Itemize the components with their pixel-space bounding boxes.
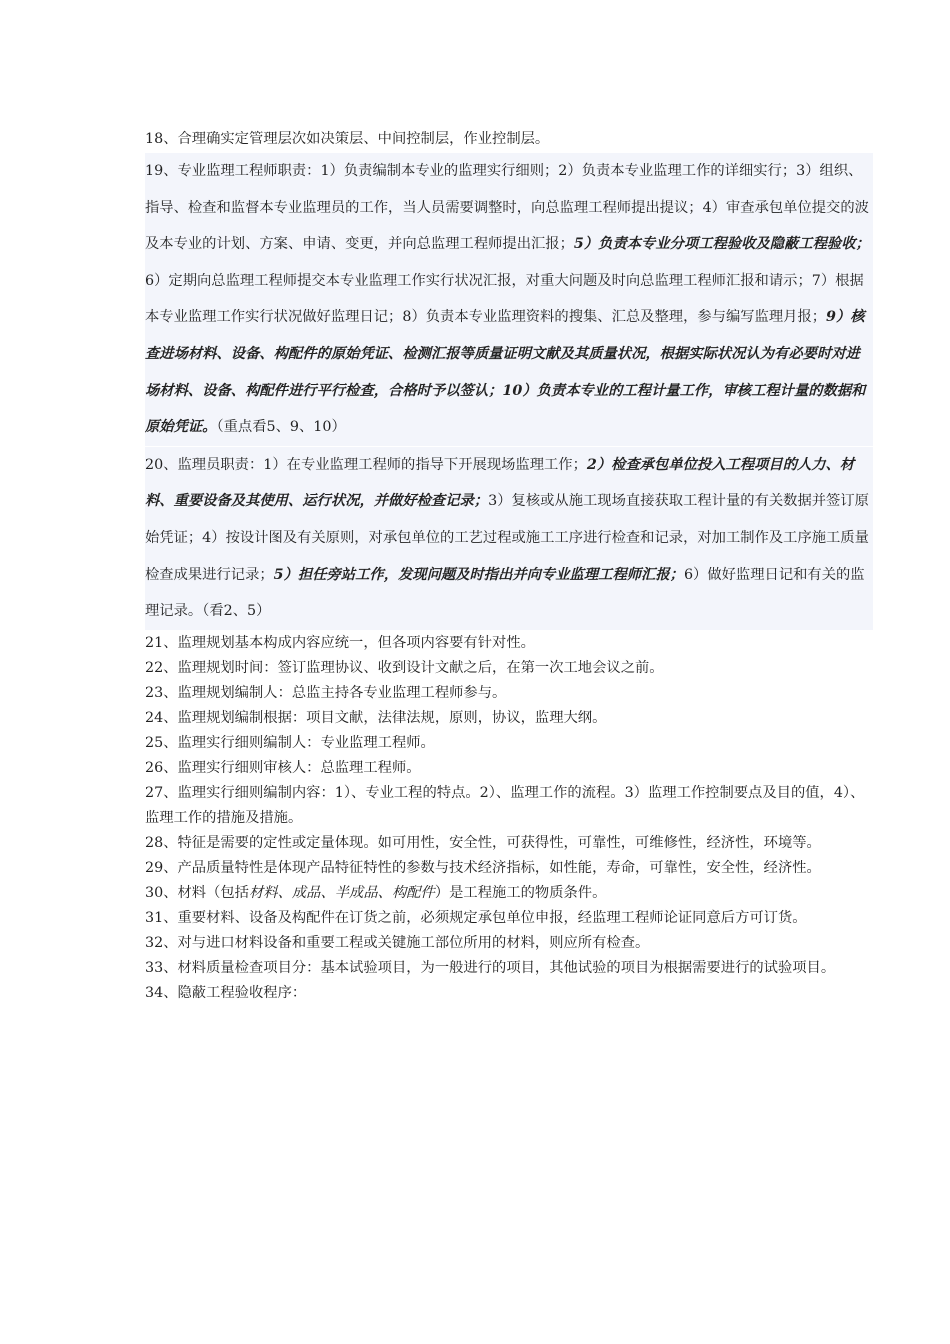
item-24: 24、监理规划编制根据：项目文献，法律法规，原则，协议，监理大纲。	[145, 709, 607, 726]
item-33: 33、材料质量检查项目分：基本试验项目，为一般进行的项目，其他试验的项目为根据需要进行的试验项目。	[145, 959, 836, 976]
item-19-text-c: 6）定期向总监理工程师提交本专业监理工作实行状况汇报，对重大问题及时向总监理工程师汇报和请示；7）根据本专业监理工作实行状况做好监理日记；8）负责本专业监理资料的搜集、汇总及整理，参与编写监理月报；	[145, 272, 864, 326]
item-28: 28、特征是需要的定性或定量体现。如可用性，安全性，可获得性，可靠性，可维修性，经济性，环境等。	[145, 834, 821, 851]
item-32: 32、对与进口材料设备和重要工程或关键施工部位所用的材料，则应所有检查。	[145, 934, 650, 951]
item-23: 23、监理规划编制人：总监主持各专业监理工程师参与。	[145, 684, 507, 701]
item-20-text-c: 3）复核或从施工现场直接获取工程计量的有关数据并签订原始凭证；4）按设计图及有关原则，对承包单位的工艺过程或施工工序进行检查和记录，对加工制作及工序施工质量检查成果进行记录；	[145, 493, 869, 583]
item-29: 29、产品质量特性是体现产品特征特性的参数与技术经济指标，如性能，寿命，可靠性，安全性，经济性。	[145, 859, 821, 876]
item-25: 25、监理实行细则编制人：专业监理工程师。	[145, 734, 435, 751]
item-26: 26、监理实行细则审核人：总监理工程师。	[145, 759, 421, 776]
item-27: 27、监理实行细则编制内容：1）、专业工程的特点。2）、监理工作的流程。3）监理工作控制要点及目的值，4）、监理工作的措施及措施。	[145, 784, 865, 826]
item-20-text-a: 20、监理员职责：1）在专业监理工程师的指导下开展现场监理工作；	[145, 456, 587, 473]
item-21: 21、监理规划基本构成内容应统一，但各项内容要有针对性。	[145, 634, 535, 651]
item-19-text-a: 19、专业监理工程师职责：1）负责编制本专业的监理实行细则；2）负责本专业监理工作的详细实行；3）组织、指导、检查和监督本专业监理员的工作，当人员需要调整时，向总监理工程师提出提议；4）审查承包单位提交的波及本专业的计划、方案、申请、变更，并向总监理工程师提出汇报；	[145, 163, 869, 253]
item-20-emphasis-5: 5）担任旁站工作，发现问题及时指出并向专业监理工程师汇报；	[273, 566, 684, 583]
item-19-note: （重点看5、9、10）	[216, 419, 346, 436]
item-30	[145, 881, 873, 906]
item-19	[145, 153, 873, 446]
item-19-emphasis-9-10: 9）核查进场材料、设备、构配件的原始凭证、检测汇报等质量证明文献及其质量状况，根据实际状况认为有必要时对进场材料、设备、构配件进行平行检查，合格时予以签认；10）负责本专业的工程计量工作，审核工程计量的数据和原始凭证。	[145, 309, 866, 436]
item-34: 34、隐蔽工程验收程序：	[145, 984, 307, 1001]
item-19-emphasis-5: 5）负责本专业分项工程验收及隐蔽工程验收；	[573, 236, 870, 253]
item-30-text-a: 30、材料（包括	[145, 884, 249, 901]
document-body	[145, 127, 873, 1006]
item-18: 18、合理确实定管理层次如决策层、中间控制层，作业控制层。	[145, 131, 550, 147]
item-30-italic-materials: 材料、成品、半成品、构配件	[248, 884, 435, 901]
item-22: 22、监理规划时间：签订监理协议、收到设计文献之后，在第一次工地会议之前。	[145, 659, 664, 676]
item-20-text-e: 6）做好监理日记和有关的监理记录。（看2、5）	[145, 566, 865, 620]
item-20-emphasis-2: 2）检查承包单位投入工程项目的人力、材料、重要设备及其使用、运行状况，并做好检查记录；	[145, 456, 855, 510]
item-20	[145, 447, 873, 630]
item-30-text-c: ）是工程施工的物质条件。	[434, 884, 607, 901]
item-31: 31、重要材料、设备及构配件在订货之前，必须规定承包单位申报，经监理工程师论证同意后方可订货。	[145, 909, 807, 926]
